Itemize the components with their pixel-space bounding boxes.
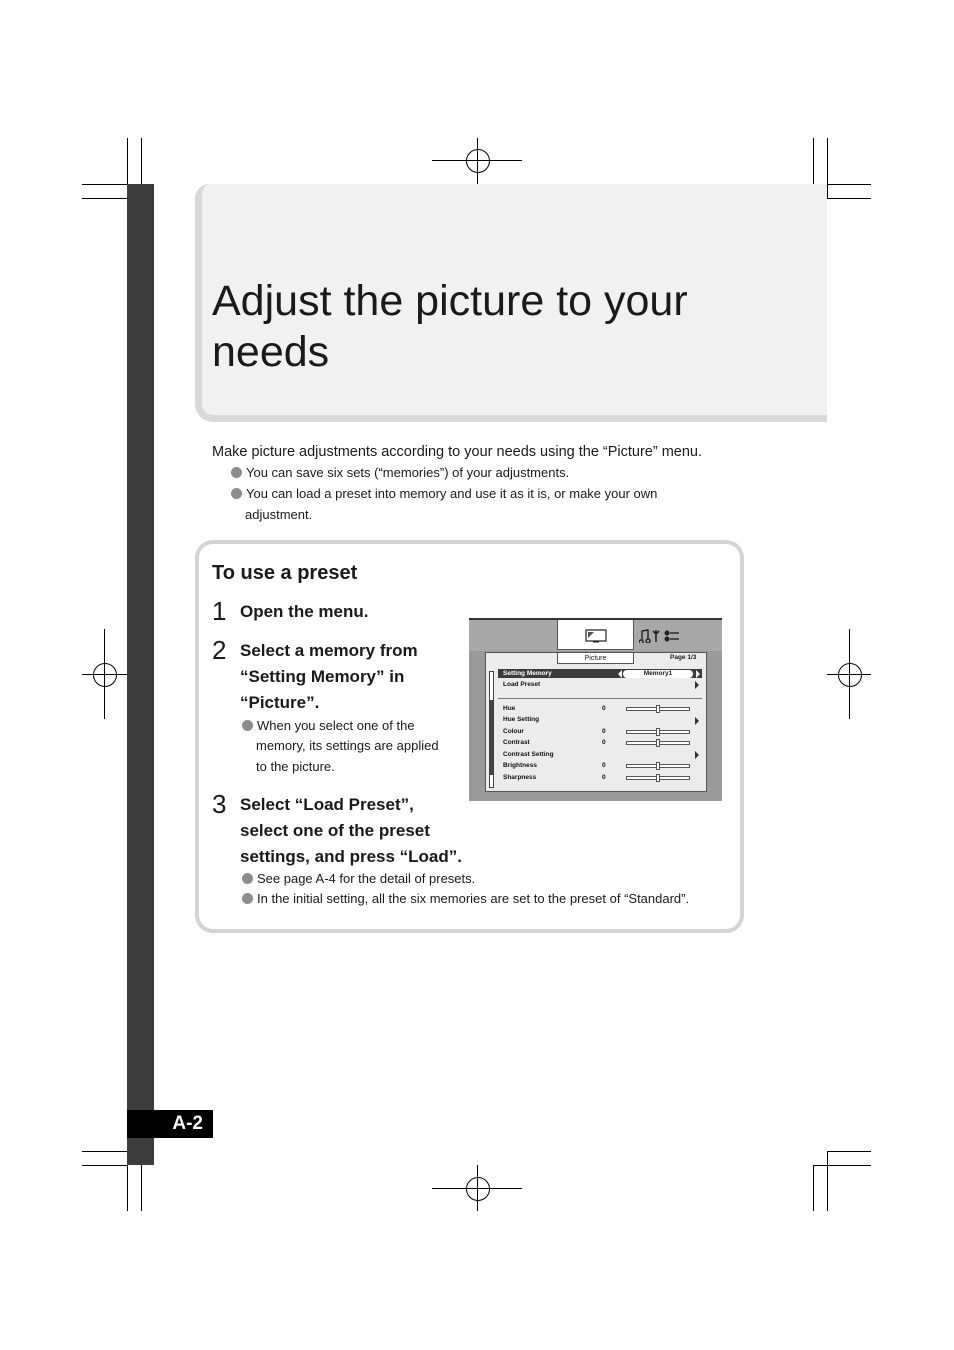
arrow-right-icon[interactable]: [696, 670, 700, 678]
page-indicator: Page 1/3: [670, 654, 697, 661]
step-note: to the picture.: [256, 759, 335, 774]
colour-slider[interactable]: [626, 730, 690, 734]
side-bar: [127, 184, 154, 1165]
step-text: Select a memory from: [240, 641, 418, 660]
step-text: select one of the preset: [240, 821, 430, 840]
bullet-icon: [231, 467, 242, 478]
menu-row-label[interactable]: Hue: [503, 705, 516, 712]
step-number: 3: [212, 789, 227, 819]
bullet-icon: [242, 720, 253, 731]
contrast-slider[interactable]: [626, 741, 690, 745]
menu-row-value: 0: [602, 774, 606, 781]
slider-knob[interactable]: [656, 774, 660, 782]
step-number: 1: [212, 596, 227, 626]
menu-row-label[interactable]: Contrast: [503, 739, 530, 746]
chevron-right-icon[interactable]: [695, 717, 699, 725]
hue-slider[interactable]: [626, 707, 690, 711]
step-note: memory, its settings are applied: [256, 738, 439, 753]
menu-row-value: 0: [602, 728, 606, 735]
picture-icon: [585, 629, 607, 643]
step-text: “Setting Memory” in: [240, 667, 405, 686]
intro-bullet: You can save six sets (“memories”) of your adjustments.: [231, 462, 569, 483]
menu-row-label[interactable]: Contrast Setting: [503, 751, 554, 758]
intro-text: Make picture adjustments according to your needs using the “Picture” menu.: [212, 444, 703, 460]
bullet-icon: [242, 893, 253, 904]
step-text: Open the menu.: [240, 602, 369, 621]
chevron-right-icon[interactable]: [695, 751, 699, 759]
menu-row-label[interactable]: Load Preset: [503, 681, 541, 688]
step-note: When you select one of the: [242, 716, 415, 737]
step-text: Select “Load Preset”,: [240, 795, 414, 814]
menu-row-value: 0: [602, 705, 606, 712]
page-title: Adjust the picture to your needs: [212, 277, 688, 376]
bullet-icon: [242, 873, 253, 884]
chevron-right-icon[interactable]: [695, 681, 699, 689]
slider-knob[interactable]: [656, 728, 660, 736]
scrollbar-thumb[interactable]: [490, 700, 493, 775]
page-number: A-2: [127, 1110, 213, 1138]
sharpness-slider[interactable]: [626, 776, 690, 780]
intro-bullet-continuation: adjustment.: [245, 507, 313, 522]
menu-row-label[interactable]: Colour: [503, 728, 524, 735]
step-text: settings, and press “Load”.: [240, 847, 462, 866]
tab-picture[interactable]: [557, 620, 634, 650]
menu-row-label[interactable]: Brightness: [503, 762, 537, 769]
divider: [498, 698, 702, 699]
menu-row-value: 0: [602, 739, 606, 746]
step-note: In the initial setting, all the six memories are set to the preset of “Standard”.: [242, 889, 689, 910]
slider-knob[interactable]: [656, 705, 660, 713]
arrow-left-icon[interactable]: [618, 670, 622, 678]
slider-knob[interactable]: [656, 762, 660, 770]
audio-setup-icons: [639, 629, 683, 643]
step-note: See page A-4 for the detail of presets.: [242, 869, 475, 890]
step-number: 2: [212, 635, 227, 665]
menu-row-value: 0: [602, 762, 606, 769]
menu-row-label[interactable]: Sharpness: [503, 774, 537, 781]
memory-select[interactable]: Memory1: [623, 670, 693, 678]
step-text: “Picture”.: [240, 693, 320, 712]
preset-heading: To use a preset: [212, 562, 358, 584]
intro-bullet: You can load a preset into memory and use it as it is, or make your own: [231, 483, 657, 504]
bullet-icon: [231, 488, 242, 499]
menu-row-label[interactable]: Setting Memory: [503, 670, 552, 677]
menu-row-label[interactable]: Hue Setting: [503, 716, 540, 723]
menu-panel: [485, 652, 707, 792]
picture-menu-screen: [469, 618, 722, 801]
brightness-slider[interactable]: [626, 764, 690, 768]
tab-label: Picture: [557, 652, 634, 664]
slider-knob[interactable]: [656, 739, 660, 747]
scrollbar[interactable]: [489, 671, 494, 788]
